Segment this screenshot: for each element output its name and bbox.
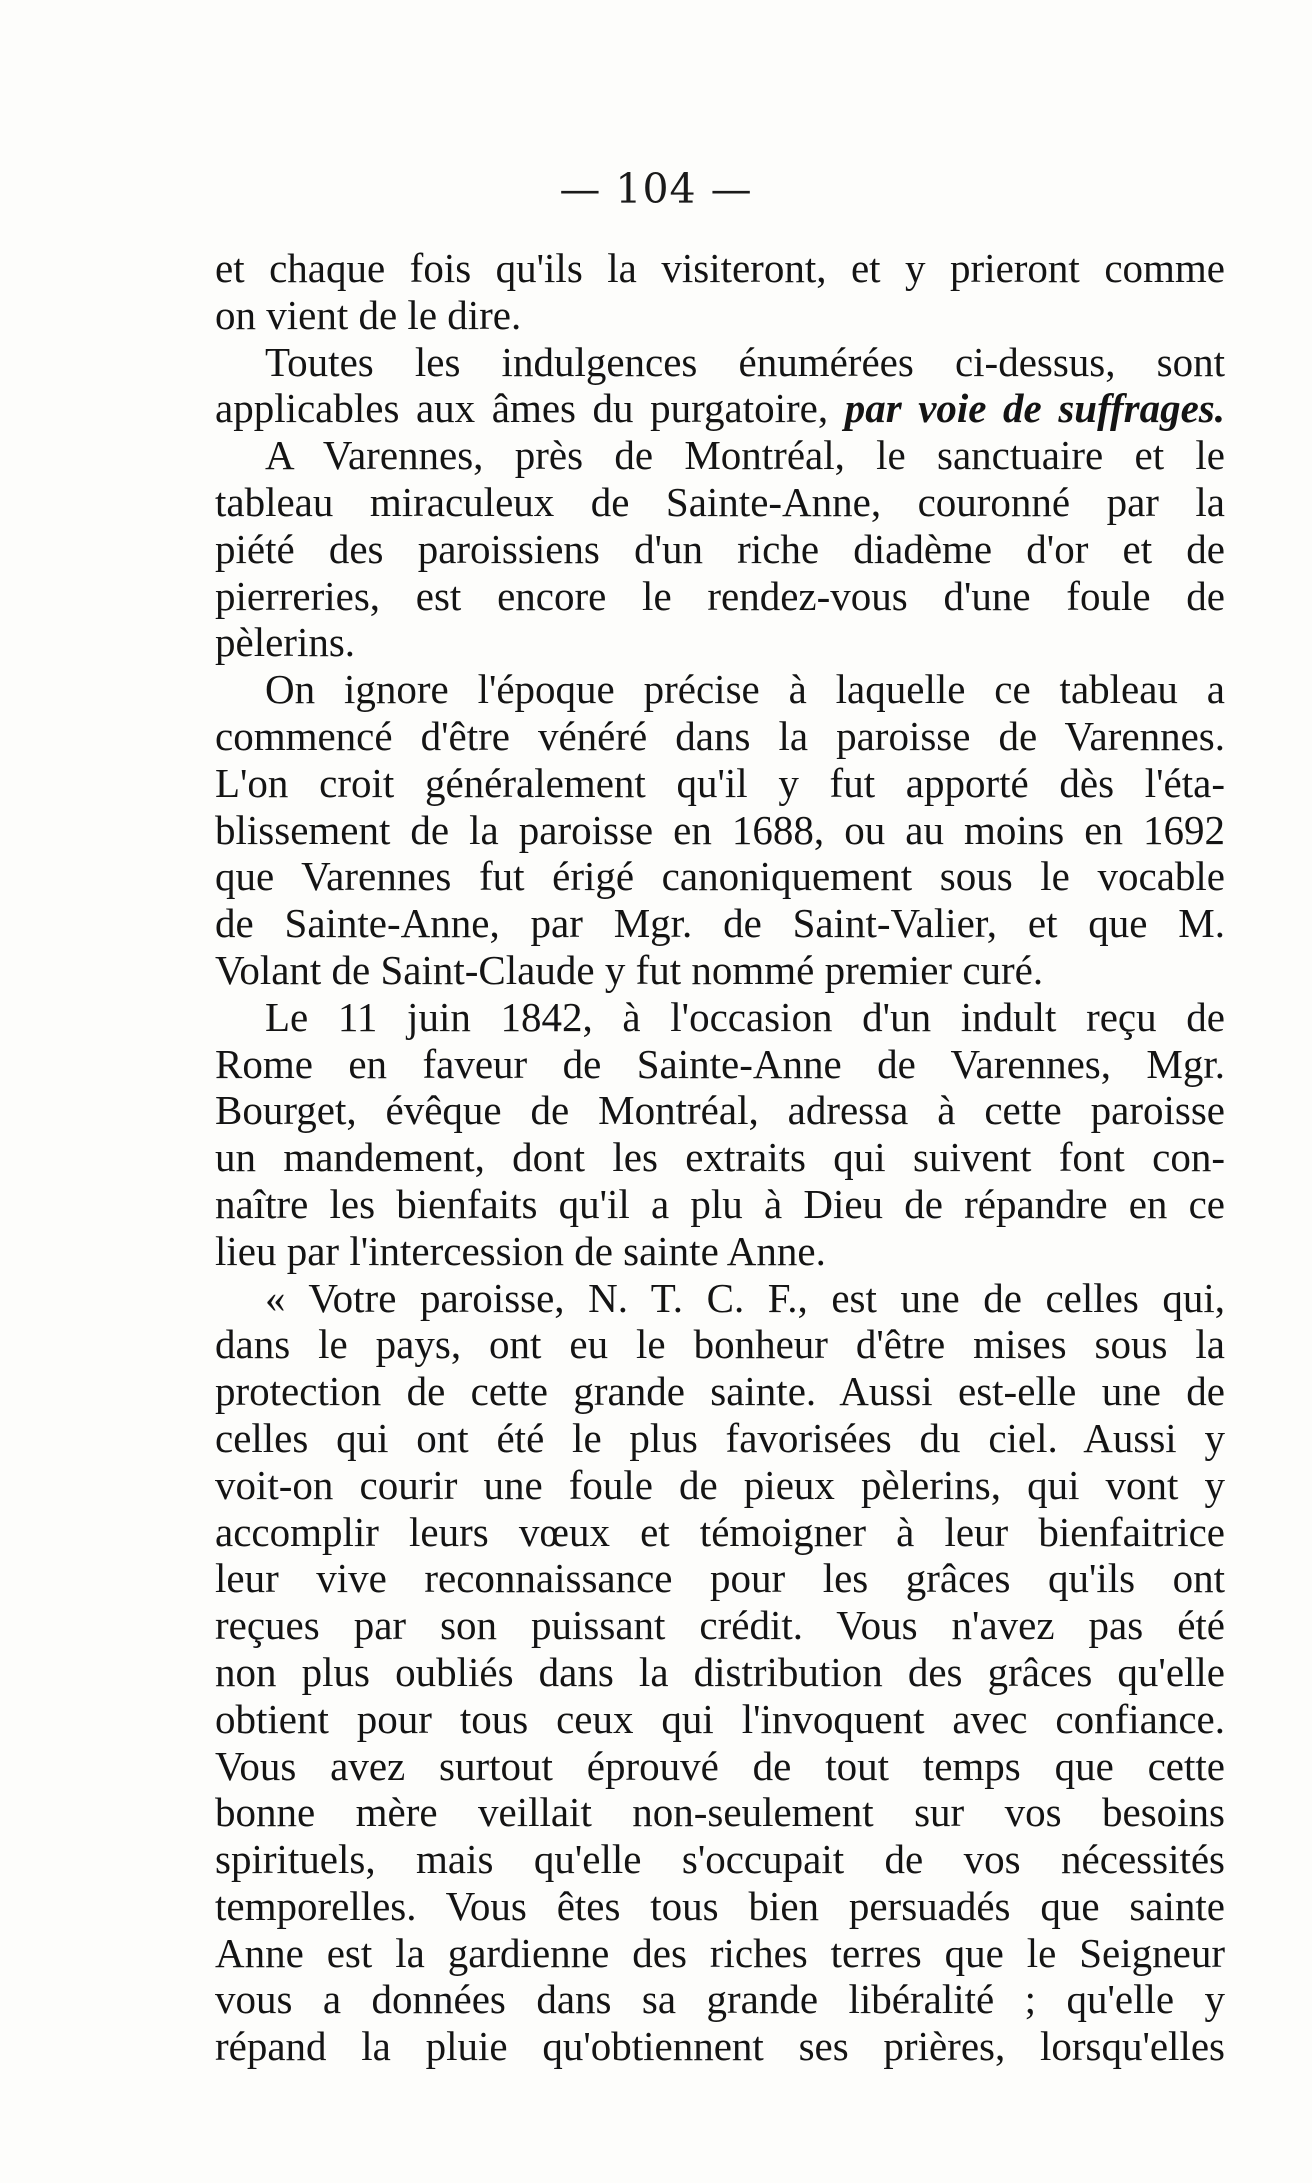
text-line: L'on croit généralement qu'il y fut apporté dès l'éta-: [215, 759, 1225, 806]
text-line: spirituels, mais qu'elle s'occupait de vos nécessités: [215, 1836, 1225, 1883]
text-line: leur vive reconnaissance pour les grâces qu'ils ont: [215, 1555, 1225, 1602]
text-line: commencé d'être vénéré dans la paroisse de Varennes.: [215, 712, 1225, 759]
text-line: [215, 385, 1225, 432]
text-line: reçues par son puissant crédit. Vous n'avez pas été: [215, 1602, 1225, 1649]
text-line: A Varennes, près de Montréal, le sanctuaire et le: [265, 432, 1225, 479]
text-line: de Sainte-Anne, par Mgr. de Saint-Valier, et que M.: [215, 900, 1225, 947]
text-line: Rome en faveur de Sainte-Anne de Varennes, Mgr.: [215, 1040, 1225, 1087]
text-line: On ignore l'époque précise à laquelle ce tableau a: [265, 666, 1225, 713]
text-line: on vient de le dire.: [215, 291, 522, 338]
text-line: piété des paroissiens d'un riche diadème d'or et de: [215, 525, 1225, 572]
text-line: pèlerins.: [215, 619, 356, 666]
text-line: tableau miraculeux de Sainte-Anne, couronné par la: [215, 478, 1225, 525]
text-line: celles qui ont été le plus favorisées du ciel. Aussi y: [215, 1414, 1225, 1461]
text-line: bonne mère veillait non-seulement sur vos besoins: [215, 1789, 1225, 1836]
text-line: Anne est la gardienne des riches terres que le Seigneur: [215, 1929, 1225, 1976]
page-number: — 104 —: [559, 165, 753, 213]
text-line: Bourget, évêque de Montréal, adressa à cette paroisse: [215, 1087, 1225, 1134]
text-line: vous a données dans sa grande libéralité ; qu'elle y: [215, 1976, 1225, 2023]
text-line: non plus oubliés dans la distribution des grâces qu'elle: [215, 1648, 1225, 1695]
text-line: Volant de Saint-Claude y fut nommé premier curé.: [215, 946, 1044, 993]
body-text: [215, 245, 1225, 2070]
text-line: répand la pluie qu'obtiennent ses prières, lorsqu'elles: [215, 2023, 1225, 2070]
text-line: dans le pays, ont eu le bonheur d'être mises sous la: [215, 1321, 1225, 1368]
text-line: blissement de la paroisse en 1688, ou au moins en 1692: [215, 806, 1225, 853]
text-line: accomplir leurs vœux et témoigner à leur bienfaitrice: [215, 1508, 1225, 1555]
text-line: un mandement, dont les extraits qui suivent font con-: [215, 1134, 1225, 1181]
text-line: naître les bienfaits qu'il a plu à Dieu de répandre en ce: [215, 1180, 1225, 1227]
text-line: voit-on courir une foule de pieux pèlerins, qui vont y: [215, 1461, 1225, 1508]
text-span: applicables aux âmes du purgatoire,: [215, 385, 845, 432]
italic-span: par voie de suffrages.: [844, 385, 1226, 432]
text-line: protection de cette grande sainte. Aussi est-elle une de: [215, 1368, 1225, 1415]
text-line: Le 11 juin 1842, à l'occasion d'un indult reçu de: [265, 993, 1225, 1040]
text-line: Toutes les indulgences énumérées ci-dessus, sont: [265, 338, 1225, 385]
text-line: pierreries, est encore le rendez-vous d'une foule de: [215, 572, 1225, 619]
text-line: et chaque fois qu'ils la visiteront, et y prieront comme: [215, 245, 1225, 291]
text-line: Vous avez surtout éprouvé de tout temps que cette: [215, 1742, 1225, 1789]
text-line: obtient pour tous ceux qui l'invoquent avec confiance.: [215, 1695, 1225, 1742]
text-line: « Votre paroisse, N. T. C. F., est une de celles qui,: [265, 1274, 1225, 1321]
text-line: que Varennes fut érigé canoniquement sous le vocable: [215, 853, 1225, 900]
text-line: temporelles. Vous êtes tous bien persuadés que sainte: [215, 1882, 1225, 1929]
text-line: lieu par l'intercession de sainte Anne.: [215, 1227, 826, 1274]
